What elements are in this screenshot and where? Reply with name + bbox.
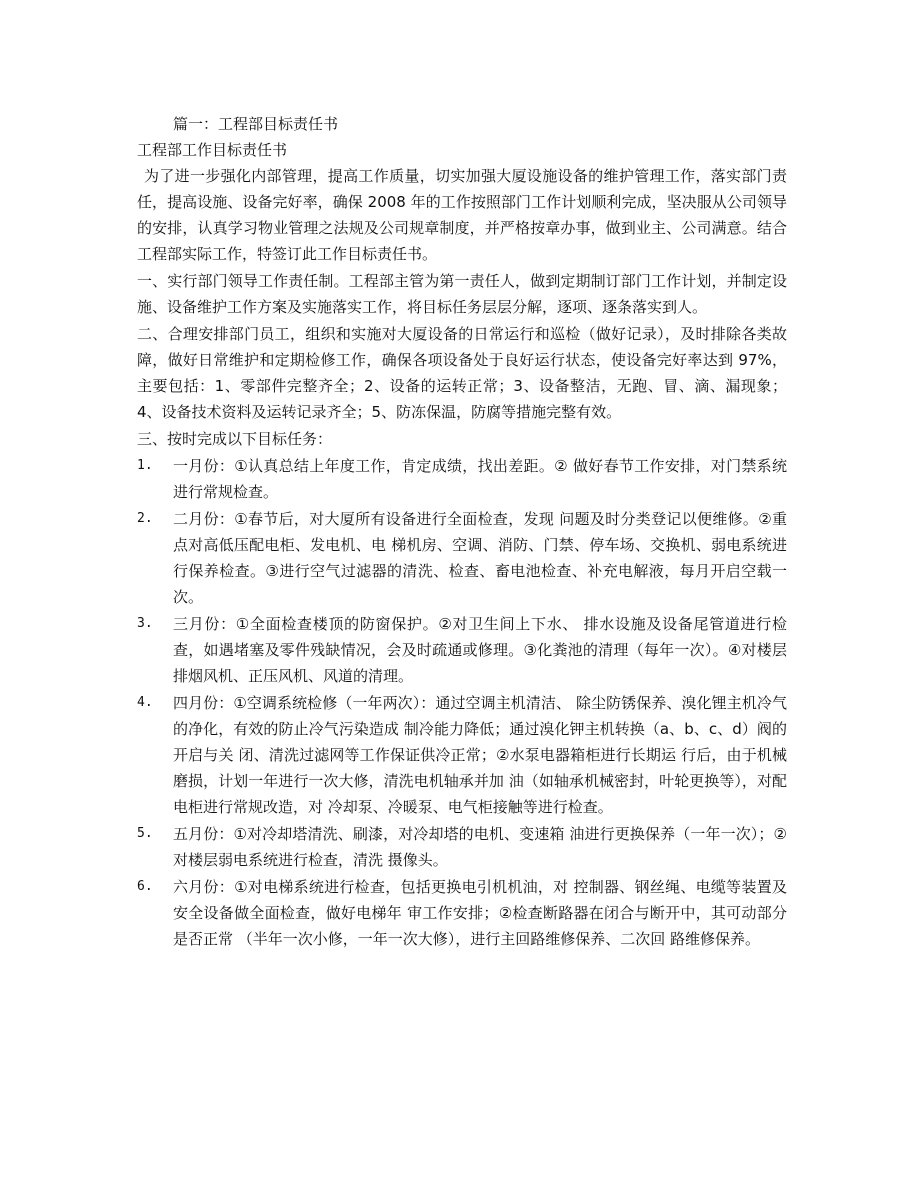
task-item-june: [137, 874, 787, 952]
intro-paragraph: 为了进一步强化内部管理，提高工作质量，切实加强大厦设施设备的维护管理工作，落实部门责任，提高设施、设备完好率，确保 2008 年的工作按照部门工作计划顺利完成，坚决服从公司领导的安排，认真学习物业管理之法规及公司规章制度，并严格按章办事，做到业主、公司满意。结合工程部实际工作，特签订此工作目标责任书。: [137, 167, 787, 263]
task-number: 1.: [137, 458, 153, 473]
monthly-task-list: [137, 453, 787, 952]
task-text: 二月份：①春节后，对大厦所有设备进行全面检查，发现 问题及时分类登记以便维修。②重点对高低压配电柜、发电机、电 梯机房、空调、消防、门禁、停车场、交换机、弱电系统进行保养检查。③进行空气过滤器的清洗、检查、畜电池检查、补充电解液，每月开启空载一次。: [173, 510, 787, 606]
document-subheading: 工程部工作目标责任书: [137, 141, 288, 159]
task-item-february: [137, 506, 787, 610]
task-number: 2.: [137, 511, 153, 526]
document-heading: 篇一：工程部目标责任书: [173, 115, 339, 133]
task-number: 3.: [137, 616, 153, 631]
task-number: 6.: [137, 879, 153, 894]
document-body: [137, 111, 787, 953]
task-text: 六月份：①对电梯系统进行检查，包括更换电引机机油，对 控制器、钢丝绳、电缆等装置及安全设备做全面检查，做好电梯年 审工作安排；②检查断路器在闭合与断开中，其可动部分是否正常 （半年一次小修，一年一次大修），进行主回路维修保养、二次回 路维修保养。: [173, 878, 787, 948]
section-3-title: 三、按时完成以下目标任务：: [137, 430, 333, 448]
task-text: 三月份：①全面检查楼顶的防窗保护。②对卫生间上下水、 排水设施及设备尾管道进行检查，如遇堵塞及零件残缺情况，会及时疏通或修理。③化粪池的清理（每年一次）。④对楼层排烟风机、正压风机、风道的清理。: [173, 615, 787, 685]
task-text: 四月份：①空调系统检修（一年两次）：通过空调主机清洁、 除尘防锈保养、溴化锂主机冷气的净化，有效的防止冷气污染造成 制冷能力降低；通过溴化钾主机转换（a、b、c、d）阀的开启与关 闭、清洗过滤网等工作保证供冷正常；②水泵电器箱柜进行长期运 行后，由于机械磨损，计划一年进行一次大修，清洗电机轴承并加 油（如轴承机械密封，叶轮更换等），对配电柜进行常规改造，对 冷却泵、冷暖泵、电气柜接触等进行检查。: [173, 694, 787, 816]
task-item-april: [137, 690, 787, 820]
task-item-may: [137, 821, 787, 873]
task-number: 5.: [137, 826, 153, 841]
task-number: 4.: [137, 695, 153, 710]
task-text: 一月份：①认真总结上年度工作，肯定成绩，找出差距。② 做好春节工作安排，对门禁系统进行常规检查。: [173, 457, 787, 501]
task-item-march: [137, 611, 787, 689]
section-2-paragraph: 二、合理安排部门员工，组织和实施对大厦设备的日常运行和巡检（做好记录），及时排除各类故障，做好日常维护和定期检修工作，确保各项设备处于良好运行状态，使设备完好率达到 97%，主要包括：1、零部件完整齐全；2、设备的运转正常；3、设备整洁，无跑、冒、滴、漏现象；4、设备技术资料及运转记录齐全；5、防冻保温，防腐等措施完整有效。: [137, 325, 787, 421]
task-text: 五月份：①对冷却塔清洗、刷漆，对冷却塔的电机、变速箱 油进行更换保养（一年一次）；②对楼层弱电系统进行检查，清洗 摄像头。: [173, 825, 787, 869]
section-1-paragraph: 一、实行部门领导工作责任制。工程部主管为第一责任人，做到定期制订部门工作计划，并制定设施、设备维护工作方案及实施落实工作，将目标任务层层分解，逐项、逐条落实到人。: [137, 272, 787, 316]
task-item-january: [137, 453, 787, 505]
